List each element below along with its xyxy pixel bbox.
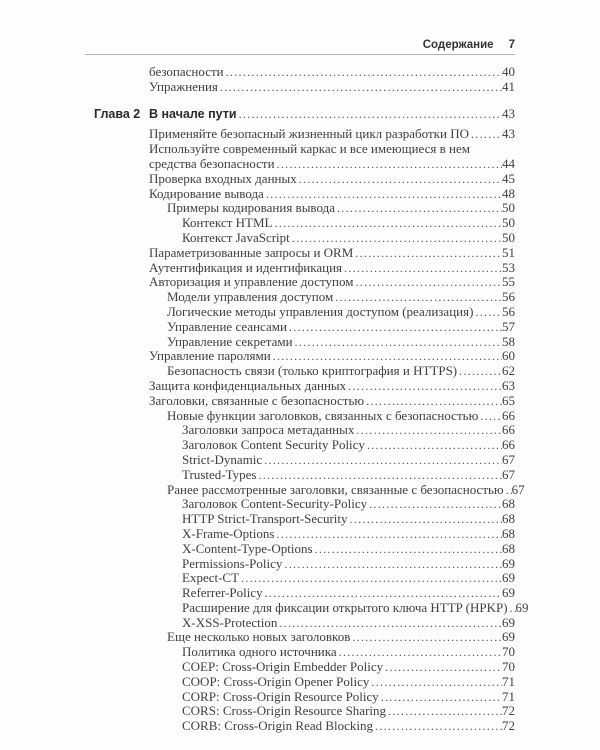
dot-leader [367,438,502,453]
entry-page: 50 [502,200,515,216]
toc-entry [94,290,515,305]
dot-leader [258,468,502,483]
entry-page: 51 [502,244,515,260]
entry-page: 41 [502,78,515,94]
toc-entry [94,246,515,261]
dot-leader [315,542,502,557]
toc-entry [94,394,515,409]
dot-leader [279,616,502,631]
toc-entry [94,157,515,172]
entry-title: Trusted-Types [182,466,257,482]
entry-page: 50 [502,229,515,245]
entry-page: 68 [502,511,515,527]
toc-entry [94,305,515,320]
entry-page: 68 [502,525,515,541]
entry-page: 66 [502,422,515,438]
entry-page: 72 [502,703,515,719]
entry-page: 69 [515,599,529,615]
entry-title: Логические методы управления доступом (реализация) [167,303,474,319]
dot-leader [355,246,502,261]
entry-page: 65 [502,392,515,408]
entry-page: 69 [502,629,515,645]
entry-title: Контекст HTML [182,215,273,231]
toc-entry [94,216,515,231]
dot-leader [459,364,502,379]
dot-leader [265,586,502,601]
entry-page: 56 [502,303,515,319]
entry-title: Контекст JavaScript [182,229,290,245]
entry-title: X-Frame-Options [182,525,275,541]
toc-entry [94,187,515,202]
header-page-number: 7 [508,39,515,51]
entry-title: Кодирование вывода [149,185,264,201]
toc-entry [94,335,515,350]
dot-leader [276,527,502,542]
entry-page: 45 [502,170,515,186]
entry-title: HTTP Strict-Transport-Security [182,511,348,527]
chapter-label: Глава 2 [94,106,141,121]
dot-leader [369,497,502,512]
entry-title: В начале пути [149,106,237,121]
dot-leader [480,409,502,424]
dot-leader [289,320,502,335]
entry-title: Заголовок Content Security Policy [182,437,365,453]
toc-entry [94,690,515,705]
entry-title: Заголовки запроса метаданных [182,422,355,438]
entry-page: 63 [502,377,515,393]
entry-title: CORB: Cross-Origin Read Blocking [182,718,374,734]
entry-page: 67 [511,481,525,497]
entry-title: Применяйте безопасный жизненный цикл разработки ПО [149,126,469,142]
toc-entry [94,379,515,394]
toc-entry [94,80,515,95]
dot-leader [475,305,502,320]
toc-entry [94,481,525,498]
toc-entry [94,127,515,142]
dot-leader [335,290,502,305]
toc-entry [94,438,515,453]
toc-entry [94,557,515,572]
entry-title: Безопасность связи (только криптография и HTTPS) [167,363,458,379]
dot-leader [471,127,502,142]
entry-title: X-XSS-Protection [182,614,278,630]
toc-entry [94,645,515,660]
dot-leader [299,172,502,187]
entry-page: 68 [502,496,515,512]
toc-entry [94,704,515,719]
entry-page: 56 [502,289,515,305]
entry-page: 71 [502,688,515,704]
entry-page: 71 [502,673,515,689]
entry-title: COOP: Cross-Origin Opener Policy [182,673,370,689]
toc-entry [94,586,515,601]
dot-leader [344,261,502,276]
dot-leader [264,453,502,468]
entry-page: 62 [502,363,515,379]
entry-page: 48 [502,185,515,201]
dot-leader [385,660,502,675]
dot-leader [352,630,502,645]
dot-leader [295,335,502,350]
toc-entry [94,231,515,246]
toc-entry [94,409,515,424]
dot-leader [277,157,502,172]
dot-leader [339,645,502,660]
entry-title: Примеры кодирования вывода [167,200,335,216]
dot-leader [375,719,502,734]
toc-entry [94,201,515,216]
dot-leader [337,201,502,216]
entry-title: CORS: Cross-Origin Resource Sharing [182,703,387,719]
dot-leader [239,107,502,122]
entry-page: 60 [502,348,515,364]
entry-title: Управление секретами [167,333,293,349]
toc-entry [94,542,515,557]
entry-page: 67 [502,451,515,467]
entry-title: Заголовки, связанные с безопасностью [149,392,365,408]
dot-leader [266,187,502,202]
entry-page: 58 [502,333,515,349]
entry-title: Заголовок Content-Security-Policy [182,496,368,512]
entry-title: Strict-Dynamic [182,451,263,467]
entry-page: 50 [502,215,515,231]
entry-page: 69 [502,570,515,586]
entry-page: 72 [502,718,515,734]
toc-entry [94,616,515,631]
dot-leader [381,690,502,705]
entry-page: 66 [502,407,515,423]
entry-page: 40 [502,64,515,79]
entry-title: CORP: Cross-Origin Resource Policy [182,688,379,704]
running-title: Содержание [422,39,494,51]
toc-entry [94,320,515,335]
dot-leader [371,675,502,690]
chapter-heading [94,107,515,122]
toc-entry [94,599,529,616]
toc-entry [94,261,515,276]
dot-leader [241,571,502,586]
entry-title: безопасности [149,64,224,79]
dot-leader [356,423,502,438]
dot-leader [274,216,502,231]
entry-page: 57 [502,318,515,334]
entry-page: 66 [502,437,515,453]
page-header [85,0,515,55]
entry-page: 55 [502,274,515,290]
toc-entry [94,527,515,542]
dot-leader [226,65,502,80]
entry-page: 70 [502,644,515,660]
toc-entry [94,630,515,645]
entry-page: 53 [502,259,515,275]
toc-entry [94,453,515,468]
toc-entry [94,512,515,527]
toc-entry [94,719,515,734]
toc-entry [94,275,515,290]
dot-leader [388,704,502,719]
dot-leader [292,231,502,246]
entry-title: Аутентификация и идентификация [149,259,343,275]
entry-page: 69 [502,585,515,601]
entry-title: Ранее рассмотренные заголовки, связанные с безопасностью [167,481,504,497]
entry-page: 70 [502,659,515,675]
entry-page: 43 [502,126,515,142]
toc-entry [94,142,515,157]
dot-leader [348,379,502,394]
toc-entry [94,675,515,690]
entry-title: Управление сеансами [167,318,287,334]
toc-list [94,55,529,734]
entry-page: 68 [502,540,515,556]
toc-entry [94,349,515,364]
entry-title: Параметризованные запросы и ORM [149,244,354,260]
entry-page: 69 [502,555,515,571]
entry-title: Управление паролями [149,348,271,364]
toc-entry [94,65,515,80]
entry-page: 44 [502,155,515,171]
entry-title: средства безопасности [149,155,275,171]
entry-title: X-Content-Type-Options [182,540,313,556]
entry-title: Политика одного источника [182,644,337,660]
entry-title: Защита конфиденциальных данных [149,377,347,393]
entry-page: 67 [502,466,515,482]
entry-title: Авторизация и управление доступом [149,274,354,290]
entry-page: 43 [502,105,515,121]
dot-leader [350,512,503,527]
entry-title: Модели управления доступом [167,289,334,305]
entry-title: Расширение для фиксации открытого ключа HTTP (HPKP) [182,599,508,615]
entry-title: Еще несколько новых заголовков [167,629,351,645]
entry-title: Новые функции заголовков, связанных с безопасностью [167,407,479,423]
toc-entry [94,660,515,675]
entry-title: Упражнения [149,78,218,94]
toc-entry [94,468,515,483]
entry-title: Referrer-Policy [182,585,263,601]
dot-leader [366,394,502,409]
entry-title: Используйте современный каркас и все имеющиеся в нем [149,141,470,157]
entry-page: 69 [502,614,515,630]
toc-entry [94,571,515,586]
entry-title: COEP: Cross-Origin Embedder Policy [182,659,384,675]
toc-entry [94,423,515,438]
dot-leader [220,80,502,95]
toc-entry [94,364,515,379]
dot-leader [284,557,502,572]
entry-title: Permissions-Policy [182,555,283,571]
dot-leader [273,349,502,364]
toc-entry [94,172,515,187]
entry-title: Проверка входных данных [149,170,297,186]
dot-leader [355,275,502,290]
entry-title: Expect-CT [182,570,240,586]
toc-entry [94,497,515,512]
